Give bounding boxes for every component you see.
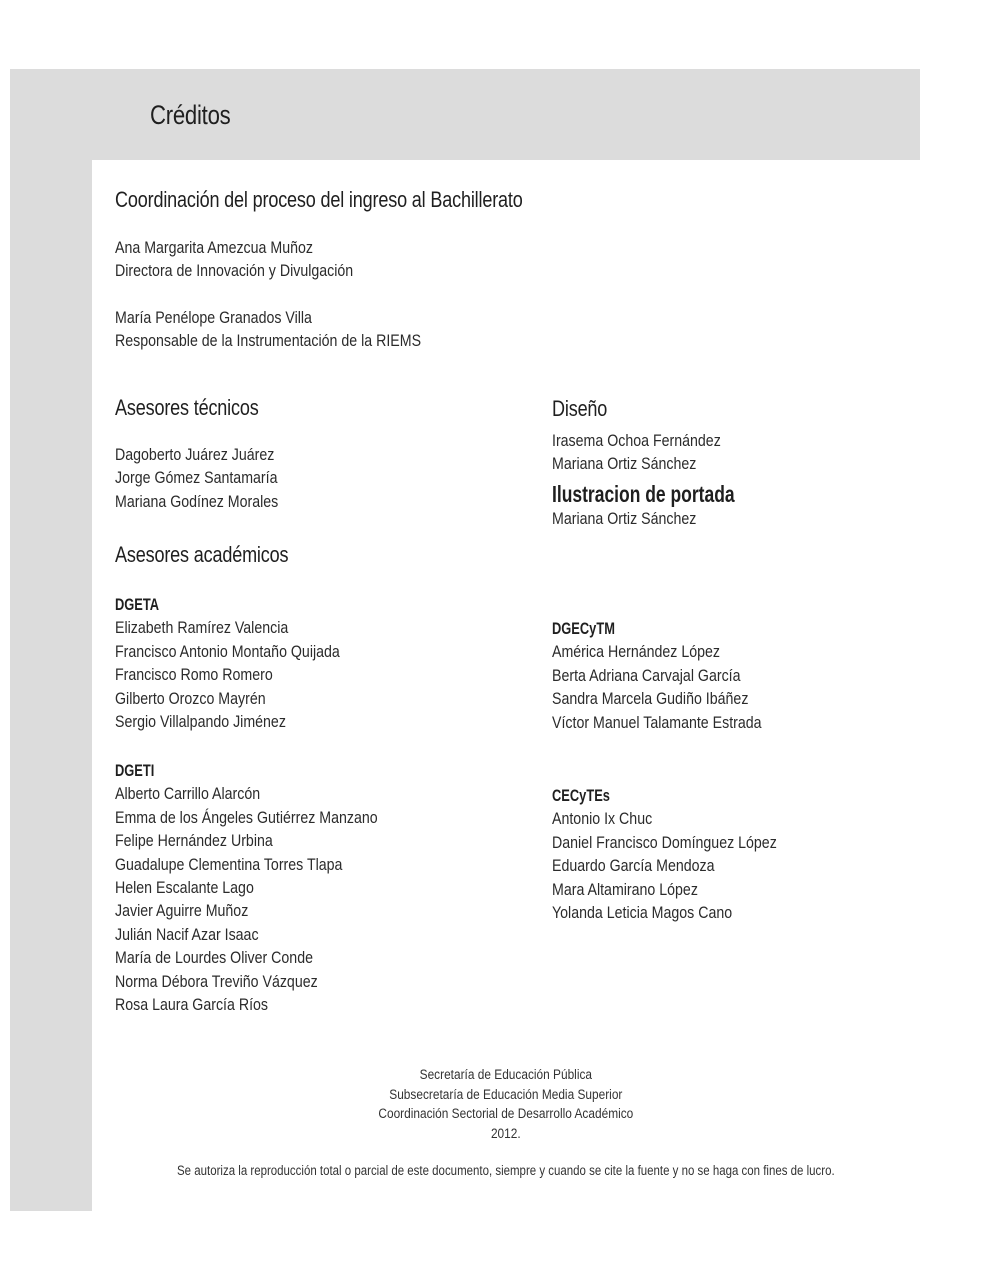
list-item: Jorge Gómez Santamaría — [115, 469, 278, 488]
list-item: María de Lourdes Oliver Conde — [115, 949, 313, 968]
technical-advisors-section — [115, 395, 290, 421]
cover-illustration-section — [552, 481, 792, 508]
list-item: América Hernández López — [552, 643, 721, 662]
list-item: Francisco Romo Romero — [115, 666, 273, 685]
list-item: Sergio Villalpando Jiménez — [115, 713, 286, 732]
list-item: Dagoberto Juárez Juárez — [115, 446, 275, 464]
coordination-heading: Coordinación del proceso del ingreso al Bachillerato — [115, 187, 523, 212]
footer-institution — [92, 1065, 920, 1143]
person-name: María Penélope Granados Villa — [115, 309, 312, 327]
footer-year: 2012. — [491, 1125, 521, 1141]
group-dgecytm — [552, 618, 796, 735]
list-item: Eduardo García Mendoza — [552, 857, 715, 876]
list-item: Felipe Hernández Urbina — [115, 832, 273, 851]
list-item: Alberto Carrillo Alarcón — [115, 785, 261, 804]
footer-line: Subsecretaría de Educación Media Superior — [389, 1086, 623, 1102]
list-item: Guadalupe Clementina Torres Tlapa — [115, 855, 343, 874]
list-item: Helen Escalante Lago — [115, 879, 254, 898]
list-item: Norma Débora Treviño Vázquez — [115, 972, 318, 991]
person-role: Directora de Innovación y Divulgación — [115, 262, 354, 281]
group-name: CECyTEs — [552, 787, 610, 805]
group-cecytes — [552, 785, 813, 925]
page-sidebar-band — [10, 69, 92, 1211]
list-item: Mariana Godínez Morales — [115, 492, 279, 511]
list-item: Gilberto Orozco Mayrén — [115, 689, 266, 708]
page-title: Créditos — [150, 100, 231, 130]
cover-illustration-heading: Ilustracion de portada — [552, 481, 735, 507]
list-item: Javier Aguirre Muñoz — [115, 902, 249, 921]
design-list — [552, 430, 748, 477]
group-name: DGETI — [115, 762, 155, 780]
coordinator-2 — [115, 307, 471, 354]
legal-text: Se autoriza la reproducción total o parcial de este documento, siempre y cuando se cite la fuente y no se haga con fines de lucro. — [177, 1163, 835, 1178]
list-item: Daniel Francisco Domínguez López — [552, 833, 777, 852]
list-item: Mariana Ortiz Sánchez — [552, 510, 697, 528]
group-name: DGETA — [115, 596, 160, 614]
technical-advisors-list — [115, 444, 305, 514]
design-section — [552, 396, 619, 422]
technical-advisors-heading: Asesores técnicos — [115, 395, 259, 420]
academic-advisors-heading: Asesores académicos — [115, 542, 289, 567]
list-item: Julián Nacif Azar Isaac — [115, 925, 259, 944]
list-item: Irasema Ochoa Fernández — [552, 432, 721, 450]
coordination-section — [115, 187, 612, 213]
academic-advisors-section — [115, 542, 326, 568]
person-name: Ana Margarita Amezcua Muñoz — [115, 239, 313, 257]
list-item: Emma de los Ángeles Gutiérrez Manzano — [115, 808, 378, 827]
list-item: Berta Adriana Carvajal García — [552, 666, 741, 685]
list-item: Mariana Ortiz Sánchez — [552, 455, 697, 474]
group-dgeti — [115, 760, 420, 1017]
group-dgeta — [115, 594, 376, 734]
coordinator-1 — [115, 237, 392, 284]
list-item: Mara Altamirano López — [552, 880, 698, 899]
list-item: Víctor Manuel Talamante Estrada — [552, 713, 762, 732]
list-item: Elizabeth Ramírez Valencia — [115, 619, 289, 638]
footer-line: Secretaría de Educación Pública — [419, 1067, 593, 1082]
list-item: Sandra Marcela Gudiño Ibáñez — [552, 690, 749, 709]
list-item: Rosa Laura García Ríos — [115, 996, 269, 1015]
cover-illustration-list — [552, 508, 720, 531]
person-role: Responsable de la Instrumentación de la RIEMS — [115, 332, 422, 351]
footer-line: Coordinación Sectorial de Desarrollo Académico — [378, 1106, 634, 1121]
list-item: Francisco Antonio Montaño Quijada — [115, 642, 340, 661]
list-item: Antonio Ix Chuc — [552, 810, 653, 829]
group-name: DGECyTM — [552, 620, 615, 638]
design-heading: Diseño — [552, 396, 608, 421]
footer-legal-notice — [92, 1163, 920, 1178]
list-item: Yolanda Leticia Magos Cano — [552, 904, 733, 923]
